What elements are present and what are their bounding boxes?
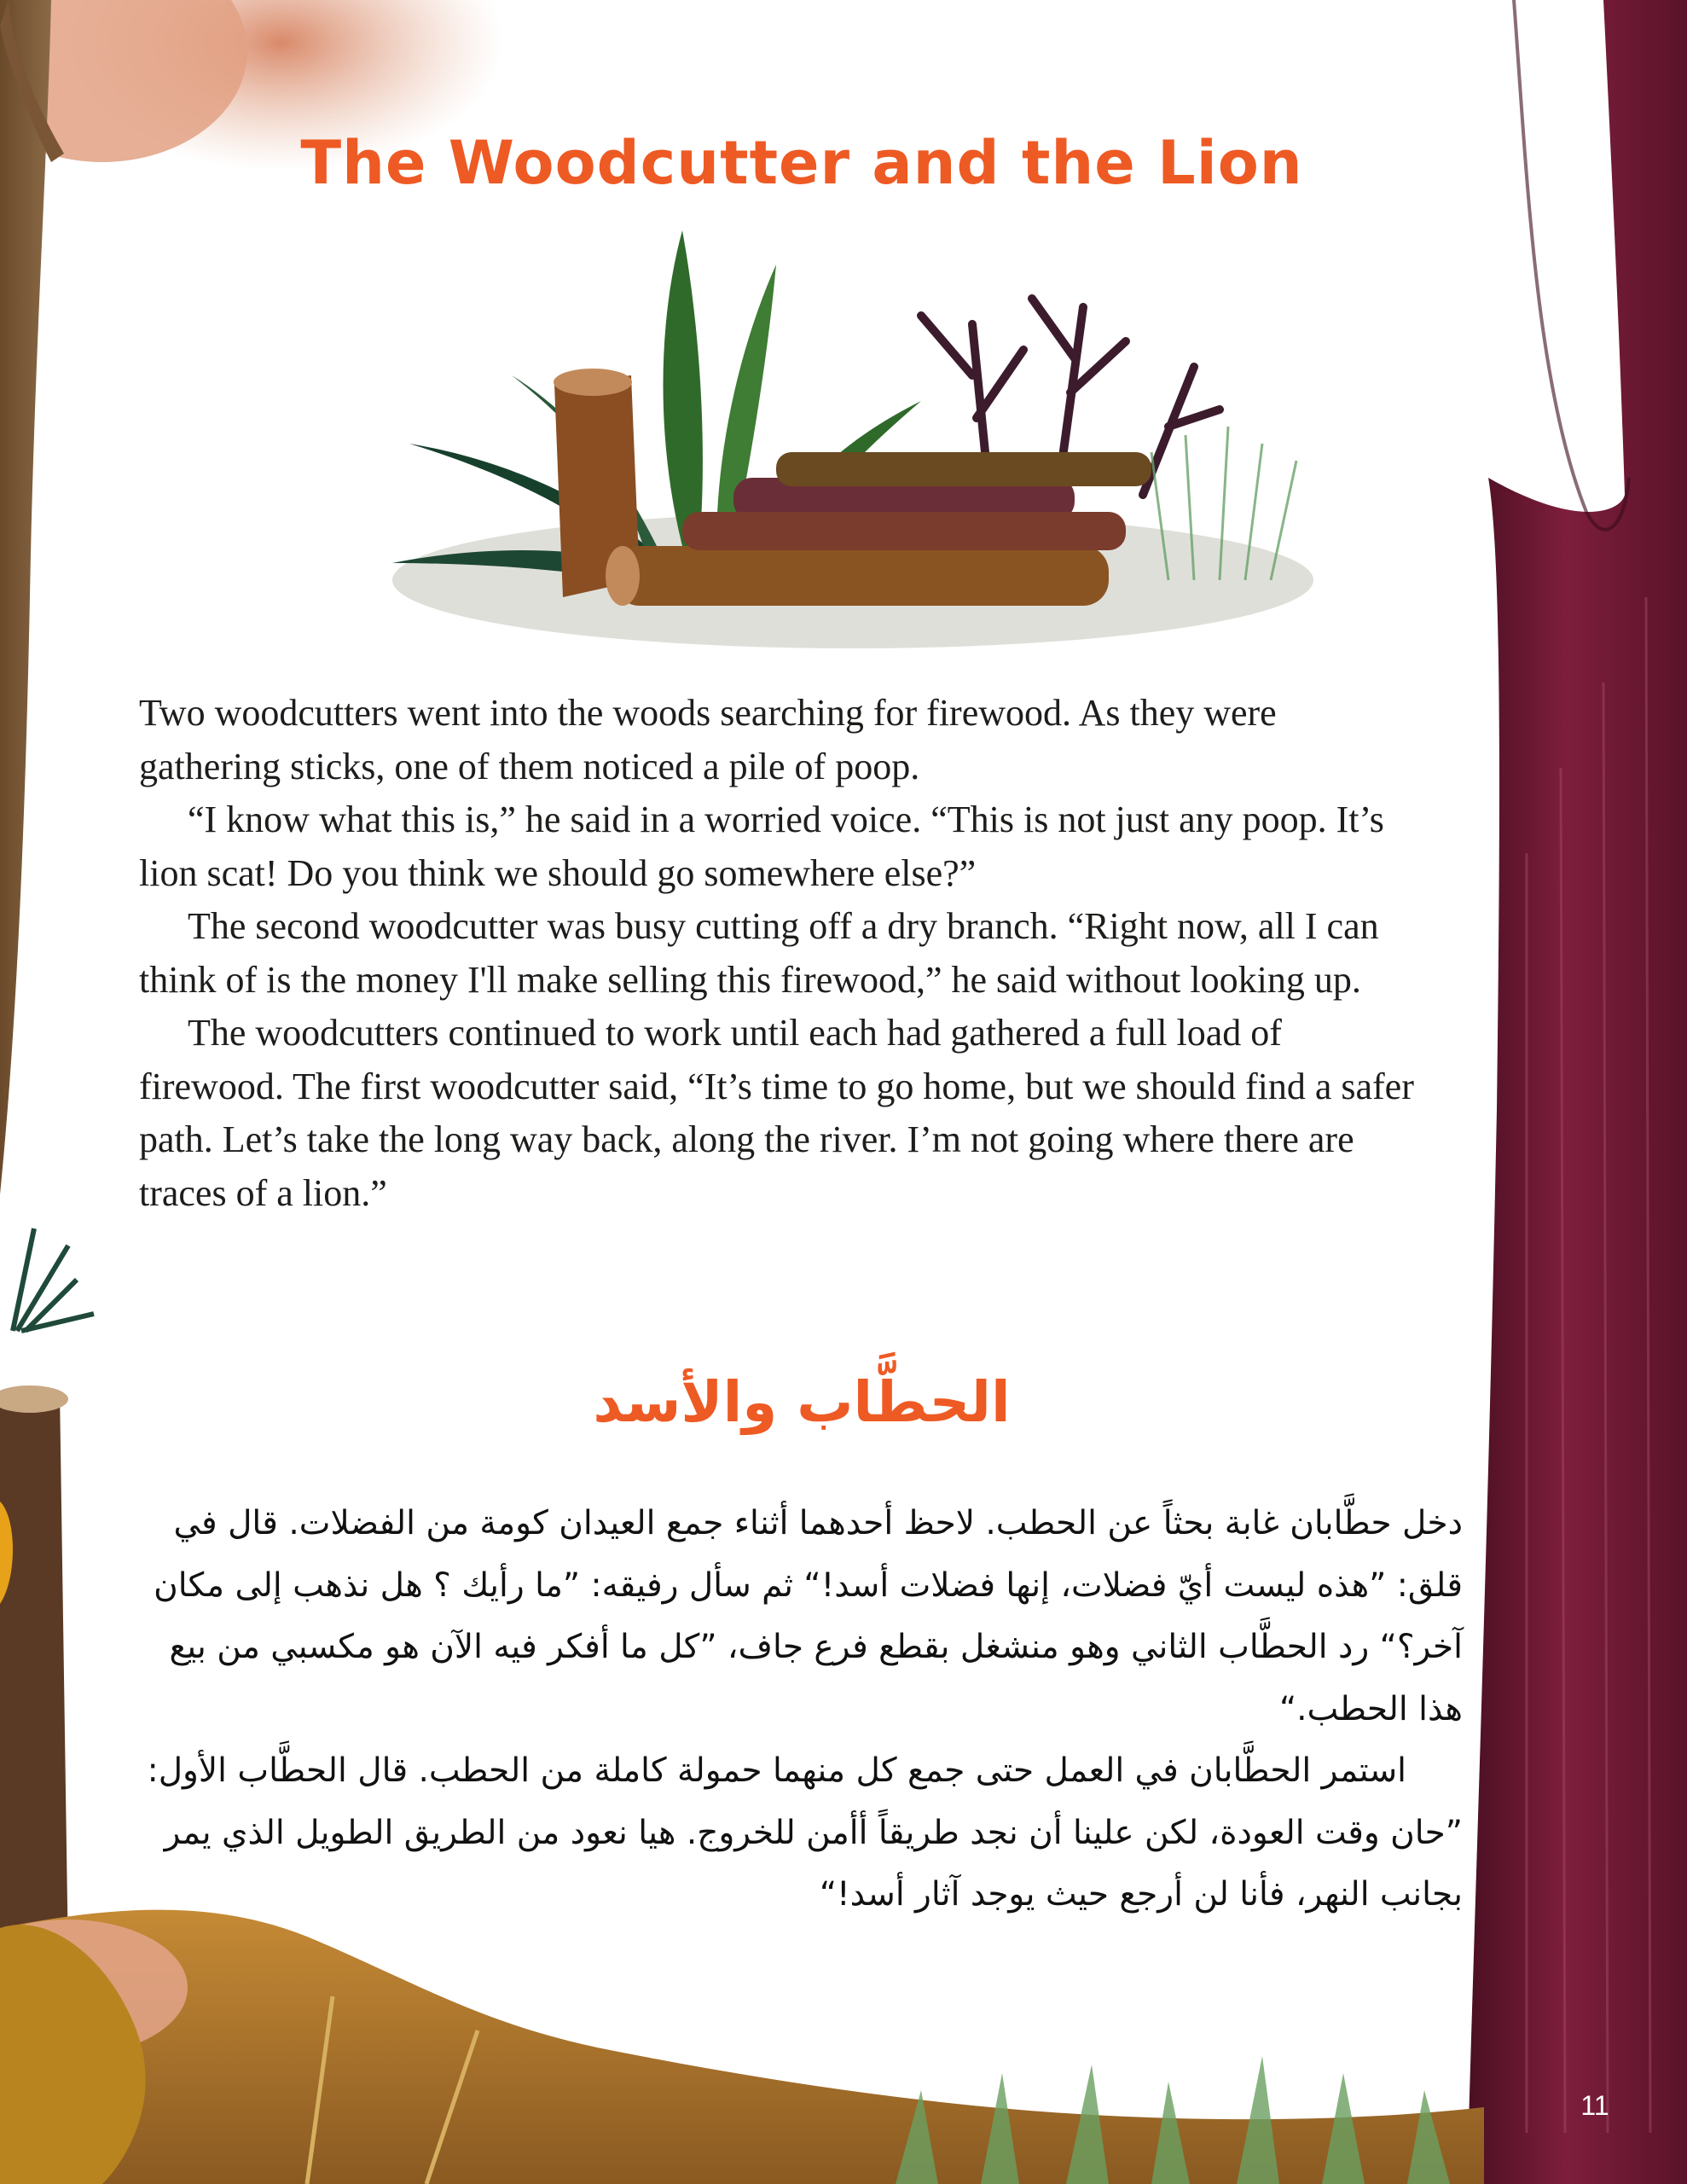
story-paragraph: The second woodcutter was busy cutting off a dry branch. “Right now, all I can think of is the money I'll make selling this firewood,” he said without looking up. — [139, 905, 1379, 1001]
story-text-english — [139, 687, 1418, 1220]
left-tree-trunk — [0, 0, 64, 1194]
left-stump — [0, 1385, 68, 1979]
story-paragraph-arabic: دخل حطَّابان غابة بحثاً عن الحطب. لاحظ أحدهما أثناء جمع العيدان كومة من الفضلات. قال في قلق: ”هذه ليست أيّ فضلات، إنها فضلات أسد!“ ثم سأل رفيقه: ”ما رأيك ؟ هل نذهب إلى مكان آخر؟“ رد الحطَّاب الثاني وهو منشغل بقطع فرع جاف، ”كل ما أفكر فيه الآن هو مكسبي من بيع هذا الحطب.“ — [154, 1504, 1463, 1728]
story-title-arabic: الحطَّاب والأسد — [593, 1369, 1011, 1435]
bottom-ground — [0, 1910, 1484, 2184]
firewood-illustration — [375, 222, 1365, 665]
story-title-english: The Woodcutter and the Lion — [300, 128, 1303, 198]
story-paragraph: The woodcutters continued to work until each had gathered a full load of firewood. The first woodcutter said, “It’s time to go home, but we should find a safer path. Let’s take the long way back, along the river. I’m not going where there are traces of a lion.” — [139, 1012, 1414, 1214]
log-pile — [554, 369, 1151, 606]
story-paragraph: “I know what this is,” he said in a worried voice. “This is not just any poop. It’s lion scat! Do you think we should go somewhere else?” — [139, 799, 1384, 894]
page-number: 11 — [1580, 2090, 1609, 2121]
story-paragraph-arabic: استمر الحطَّابان في العمل حتى جمع كل منهما حمولة كاملة من الحطب. قال الحطَّاب الأول: ”حان وقت العودة، لكن علينا أن نجد طريقاً أأمن للخروج. هيا نعود من الطريق الطويل الذي يمر بجانب النهر، فأنا لن أرجع حيث يوجد آثار أسد!“ — [147, 1751, 1463, 1914]
story-paragraph: Two woodcutters went into the woods searching for firewood. As they were gathering sticks, one of them noticed a pile of poop. — [139, 692, 1277, 787]
right-tree-trunk — [1467, 0, 1687, 2184]
story-text-arabic — [136, 1493, 1463, 1926]
left-grass-plant — [13, 1228, 94, 1331]
